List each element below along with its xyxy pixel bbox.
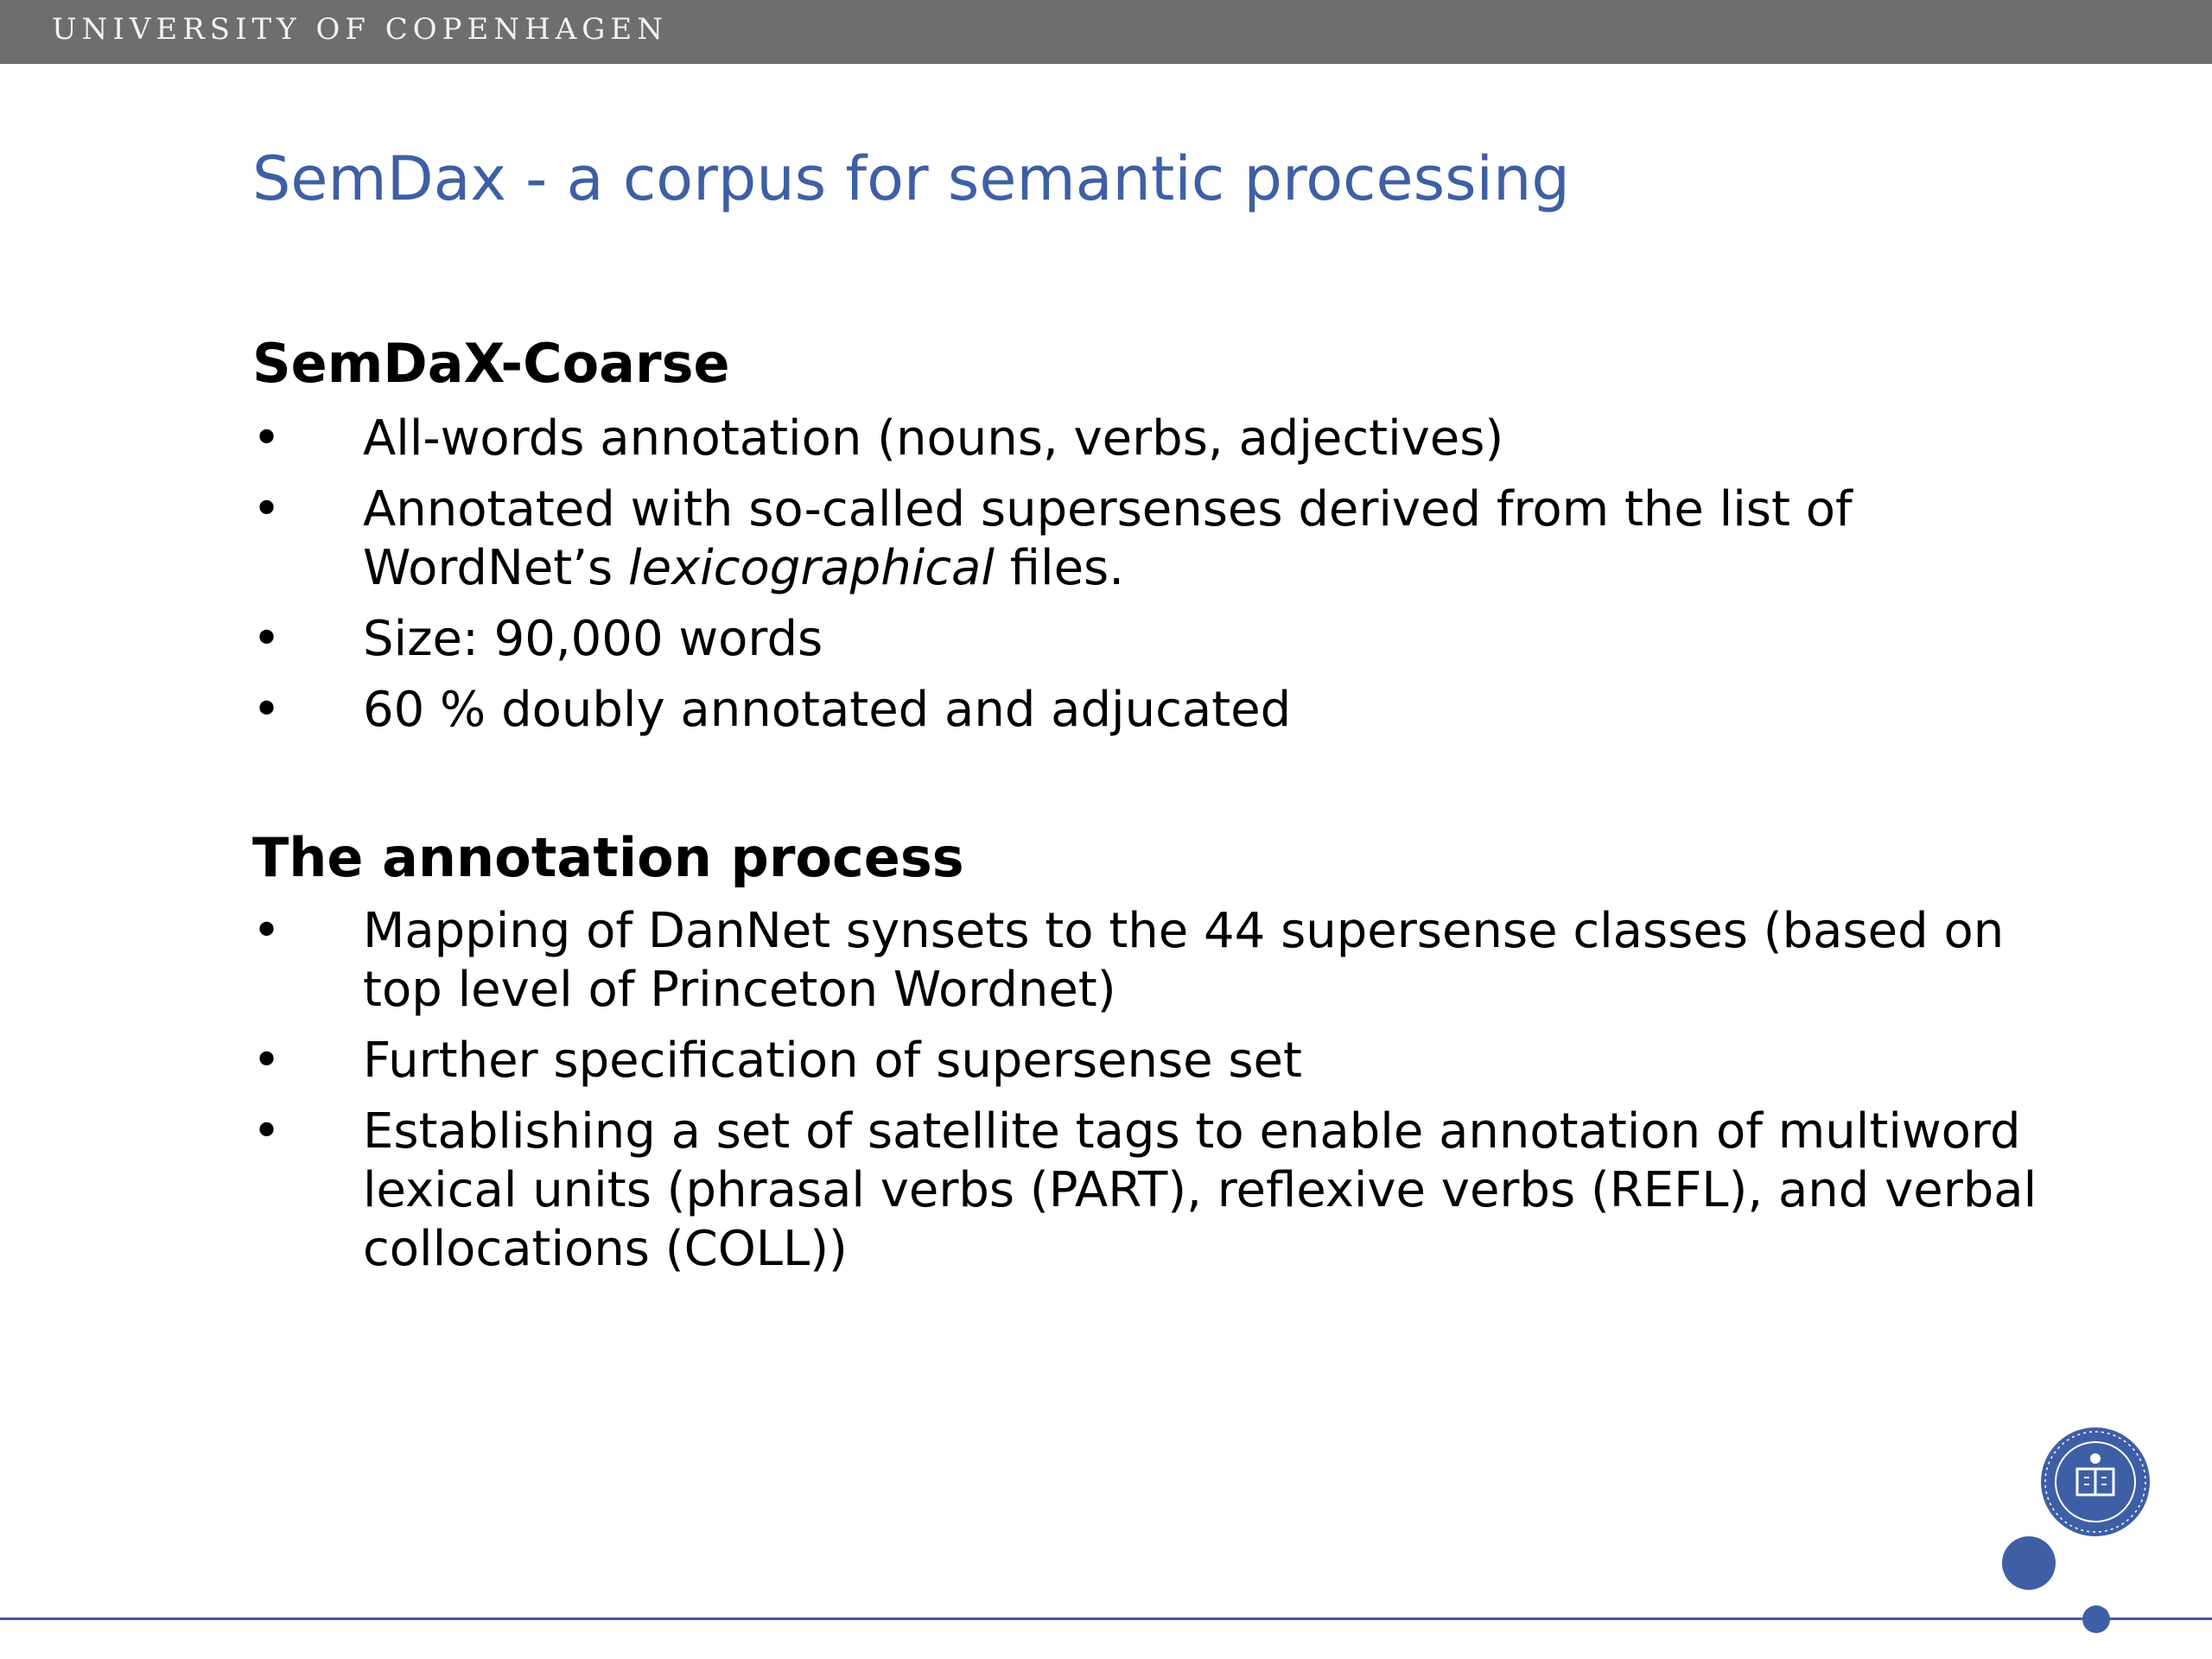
bullet-text: 60 % doubly annotated and adjucated xyxy=(363,682,1292,738)
bullet-text-part: files. xyxy=(994,540,1124,596)
list-item xyxy=(252,480,2067,598)
decorative-dot-large xyxy=(2002,1536,2056,1590)
bullet-text xyxy=(363,481,1853,596)
bullet-glyph: • xyxy=(252,410,282,467)
list-item xyxy=(252,610,2067,669)
section-heading-coarse: SemDaX-Coarse xyxy=(252,332,730,395)
university-name: UNIVERSITY OF COPENHAGEN xyxy=(52,12,669,47)
bullet-glyph: • xyxy=(252,1103,282,1160)
bullet-list-annotation-process xyxy=(252,902,2067,1291)
footer-rule xyxy=(0,1618,2212,1620)
bullet-glyph: • xyxy=(252,1033,282,1089)
section-heading-annotation-process: The annotation process xyxy=(252,826,964,889)
bullet-glyph: • xyxy=(252,611,282,667)
top-banner xyxy=(0,0,2212,64)
bullet-glyph: • xyxy=(252,481,282,537)
bullet-text-emphasis: lexicographical xyxy=(628,540,995,596)
slide-title: SemDax - a corpus for semantic processing xyxy=(252,143,1570,214)
bullet-text: All-words annotation (nouns, verbs, adjectives) xyxy=(363,410,1504,467)
bullet-list-coarse xyxy=(252,410,2067,752)
bullet-text: Establishing a set of satellite tags to enable annotation of multiword lexical units (phrasal verbs (PART), reflexive verbs (REFL), and verbal collocations (COLL)) xyxy=(363,1103,2037,1277)
university-seal-icon xyxy=(2039,1426,2152,1538)
list-item xyxy=(252,681,2067,740)
list-item xyxy=(252,902,2067,1020)
list-item xyxy=(252,1103,2067,1279)
bullet-text: Mapping of DanNet synsets to the 44 supersense classes (based on top level of Princeton Wordnet) xyxy=(363,903,2005,1018)
bullet-text: Further specification of supersense set xyxy=(363,1033,1302,1089)
list-item xyxy=(252,410,2067,468)
bullet-glyph: • xyxy=(252,903,282,959)
bullet-glyph: • xyxy=(252,682,282,738)
bullet-text: Size: 90,000 words xyxy=(363,611,823,667)
list-item xyxy=(252,1032,2067,1090)
bullet-text-part: Annotated with so-called supersenses derived from the list of WordNet’s xyxy=(363,481,1853,596)
decorative-dot-small xyxy=(2082,1605,2110,1633)
